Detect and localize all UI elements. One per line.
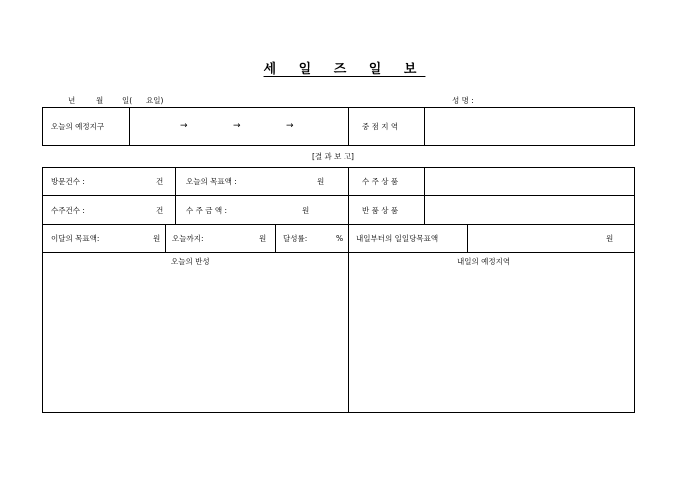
today-target-unit: 원: [317, 177, 325, 186]
daily-target-unit: 원: [606, 234, 614, 243]
order-products-label: 수 주 상 품: [362, 177, 399, 186]
achievement-label: 달성률:: [283, 234, 308, 243]
date-day: 일(: [122, 96, 133, 105]
achievement-unit: %: [336, 234, 344, 243]
orders-label: 수주건수 :: [51, 206, 85, 215]
result-report-heading: [결 과 보 고]: [312, 152, 354, 161]
returned-products-label: 반 품 상 품: [362, 206, 399, 215]
route-arrow-2: →: [233, 121, 241, 131]
until-today-label: 오늘까지:: [172, 234, 204, 243]
month-target-label: 이달의 목표액:: [51, 234, 100, 243]
reflection-label: 오늘의 반성: [171, 257, 210, 266]
date-year: 년: [68, 96, 76, 105]
visits-label: 방문건수 :: [51, 177, 85, 186]
orders-unit: 건: [156, 206, 164, 215]
route-arrow-1: →: [180, 121, 188, 131]
name-label: 성 명 :: [452, 96, 474, 105]
todays-district-label: 오늘의 예정지구: [51, 122, 105, 131]
page-title: 세 일 즈 일 보: [263, 62, 426, 77]
order-amount-label: 수 주 금 액 :: [186, 206, 228, 215]
until-today-unit: 원: [259, 234, 267, 243]
date-weekday: 요일): [146, 96, 164, 105]
route-arrow-3: →: [286, 121, 294, 131]
today-target-label: 오늘의 목표액 :: [186, 177, 237, 186]
date-month: 월: [96, 96, 104, 105]
key-area-label: 중 점 지 역: [362, 122, 399, 131]
daily-target-label: 내일부터의 일일당목표액: [356, 234, 439, 243]
tomorrow-area-label: 내일의 예정지역: [457, 257, 511, 266]
visits-unit: 건: [156, 177, 164, 186]
order-amount-unit: 원: [302, 206, 310, 215]
month-target-unit: 원: [153, 234, 161, 243]
